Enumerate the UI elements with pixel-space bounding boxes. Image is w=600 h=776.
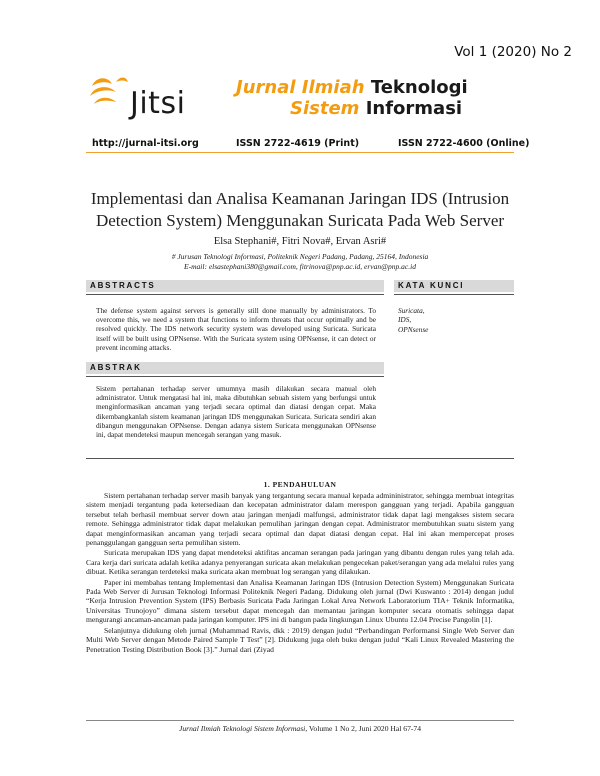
footer-details: , Volume 1 No 2, Juni 2020 Hal 67-74 xyxy=(305,724,421,733)
abstrak-text: Sistem pertahanan terhadap server umumnya masih dilakukan secara manual oleh administrator. Untuk mengatasi hal ini, maka dibutuhkan sebuah sistem yang berfungsi untuk menginformasikan ancaman yang terjadi secara optimal dan diatasi dengan cepat. Maka dikembangkanlah sistem keamanan jaringan IDS menggunakan Suricata. Suricata sendiri akan dibangun menggunakan OPNsense. Dengan adanya sistem Suricata menggunakan OPNsense ini, dapat mendeteksi maupun mencegah serangan yang masuk. xyxy=(96,384,376,440)
keyword-item: OPNsense xyxy=(398,324,429,334)
body-paragraph: Sistem pertahanan terhadap server masih banyak yang tergantung secara manual kepada admininistrator, sehingga membuat integritas sistem menjadi tergantung pada ketersediaan dan kecepatan administrator dalam merespon gangguan yang terjadi. Apabila gangguan tersebut telah berhasil membuat server down atau jaringan menjadi malfungsi, administrator tidak dapat lagi mengakses sistem secara remote. Sehingga administrator tidak dapat melakukan pemulihan jaringan dengan cepat. Administrator membutuhkan suatu sistem yang dapat menginformasikan ancaman yang terjadi secara optimal dan dapat diatasi dengan cepat. Hal ini akan mempercepat proses penanggulangan gangguan serta pemulihan sistem. xyxy=(86,491,514,548)
abstrak-rule xyxy=(86,376,384,377)
keywords-heading: KATA KUNCI xyxy=(394,280,514,292)
journal-name-bold-2: Informasi xyxy=(365,98,463,119)
keyword-item: Suricata, xyxy=(398,306,425,315)
author-affiliation xyxy=(86,252,514,272)
header-divider xyxy=(86,152,514,153)
issn-print: ISSN 2722-4619 (Print) xyxy=(236,138,360,149)
keywords-list xyxy=(398,306,508,334)
volume-label: Vol 1 (2020) No 2 xyxy=(454,44,572,60)
journal-name-line1 xyxy=(236,77,468,98)
section-body xyxy=(86,491,514,655)
logo-text: Jitsi xyxy=(130,86,186,121)
page-footer xyxy=(86,724,514,733)
abstract-box-bottom-rule xyxy=(86,458,514,459)
journal-name-italic-2: Sistem xyxy=(290,98,360,119)
body-paragraph: Paper ini membahas tentang Implementasi dan Analisa Keamanan Jaringan IDS (Intrusion Detection System) Menggunakan Suricata Pada Web Server di Jurusan Teknologi Informasi Politeknik Negeri Padang. Didukung oleh jurnal (Dwi Kuswanto : 2014) dengan judul “Kerja Intrusion Prevention System (IPS) Berbasis Suricata Pada Jaringan Lokal Area Network Laboratorium TIA+ Teknik Informatika, Universitas Trunojoyo” dimana sistem tersebut dapat mencegah dan memantau jaringan komputer secara otomatis sehingga dapat mengurangi ancaman-ancaman pada jaringan komputer. IPS ini di bangun pada lingkungan Linux Ubuntu 12.04 Precise Pangolin [1]. xyxy=(86,577,514,625)
abstracts-rule xyxy=(86,294,384,295)
body-paragraph: Suricata merupakan IDS yang dapat mendeteksi aktifitas ancaman serangan pada jaringan yang dibantu dengan rules yang telah ada. Cara kerja dari suricata adalah ketika adanya penyerangan suricata akan melakukan pengecekan paket/serangan yang ada melalui rules yang dibuat. Ketika serangan terdeteksi maka suricata akan membuat log serangan yang dilakukan. xyxy=(86,548,514,577)
issn-online: ISSN 2722-4600 (Online) xyxy=(398,138,530,149)
abstracts-heading: ABSTRACTS xyxy=(86,280,384,292)
keyword-item: IDS, xyxy=(398,315,412,325)
section-heading: 1. PENDAHULUAN xyxy=(263,480,337,489)
article-title: Implementasi dan Analisa Keamanan Jaringan IDS (Intrusion Detection System) Menggunakan Suricata Pada Web Server xyxy=(90,189,510,230)
abstrak-heading: ABSTRAK xyxy=(86,362,384,374)
keywords-rule xyxy=(394,294,514,295)
body-paragraph: Selanjutnya didukung oleh jurnal (Muhammad Ravis, dkk : 2019) dengan judul “Perbandingan Performansi Single Web Server dan Multi Web Server dengan Metode Paired Sample T Test” [2]. Didukung juga oleh buku dengan judul “Kali Linux Revealed Mastering the Penetration Testing Distribution Book [3].” Jurnal dari (Ziyad xyxy=(86,625,514,654)
affiliation-line: # Jurusan Teknologi Informasi, Politeknik Negeri Padang, Padang, 25164, Indonesia xyxy=(171,252,429,261)
abstracts-text: The defense system against servers is generally still done manually by administrators. To overcome this, we need a system that functions to inform threats that occur optimally and be resolved quickly. The IDS network security system was developed using Suricata. Suricata itself will be built using OPNsense. With the Suricata system using OPNsense, it can detect or prevent incoming attacks. xyxy=(96,306,376,352)
journal-name-italic-1: Jurnal Ilmiah xyxy=(236,77,365,98)
author-emails: E-mail: elsastephani380@gmail.com, fitrinova@pnp.ac.id, ervan@pnp.ac.id xyxy=(184,262,416,271)
journal-name-bold-1: Teknologi xyxy=(370,77,468,98)
footer-journal: Jurnal Ilmiah Teknologi Sistem Informasi xyxy=(178,724,306,733)
journal-url-link[interactable]: http://jurnal-itsi.org xyxy=(92,138,199,149)
footer-divider xyxy=(86,720,514,721)
journal-name-line2 xyxy=(290,98,462,119)
article-authors: Elsa Stephani#, Fitri Nova#, Ervan Asri# xyxy=(213,236,387,247)
